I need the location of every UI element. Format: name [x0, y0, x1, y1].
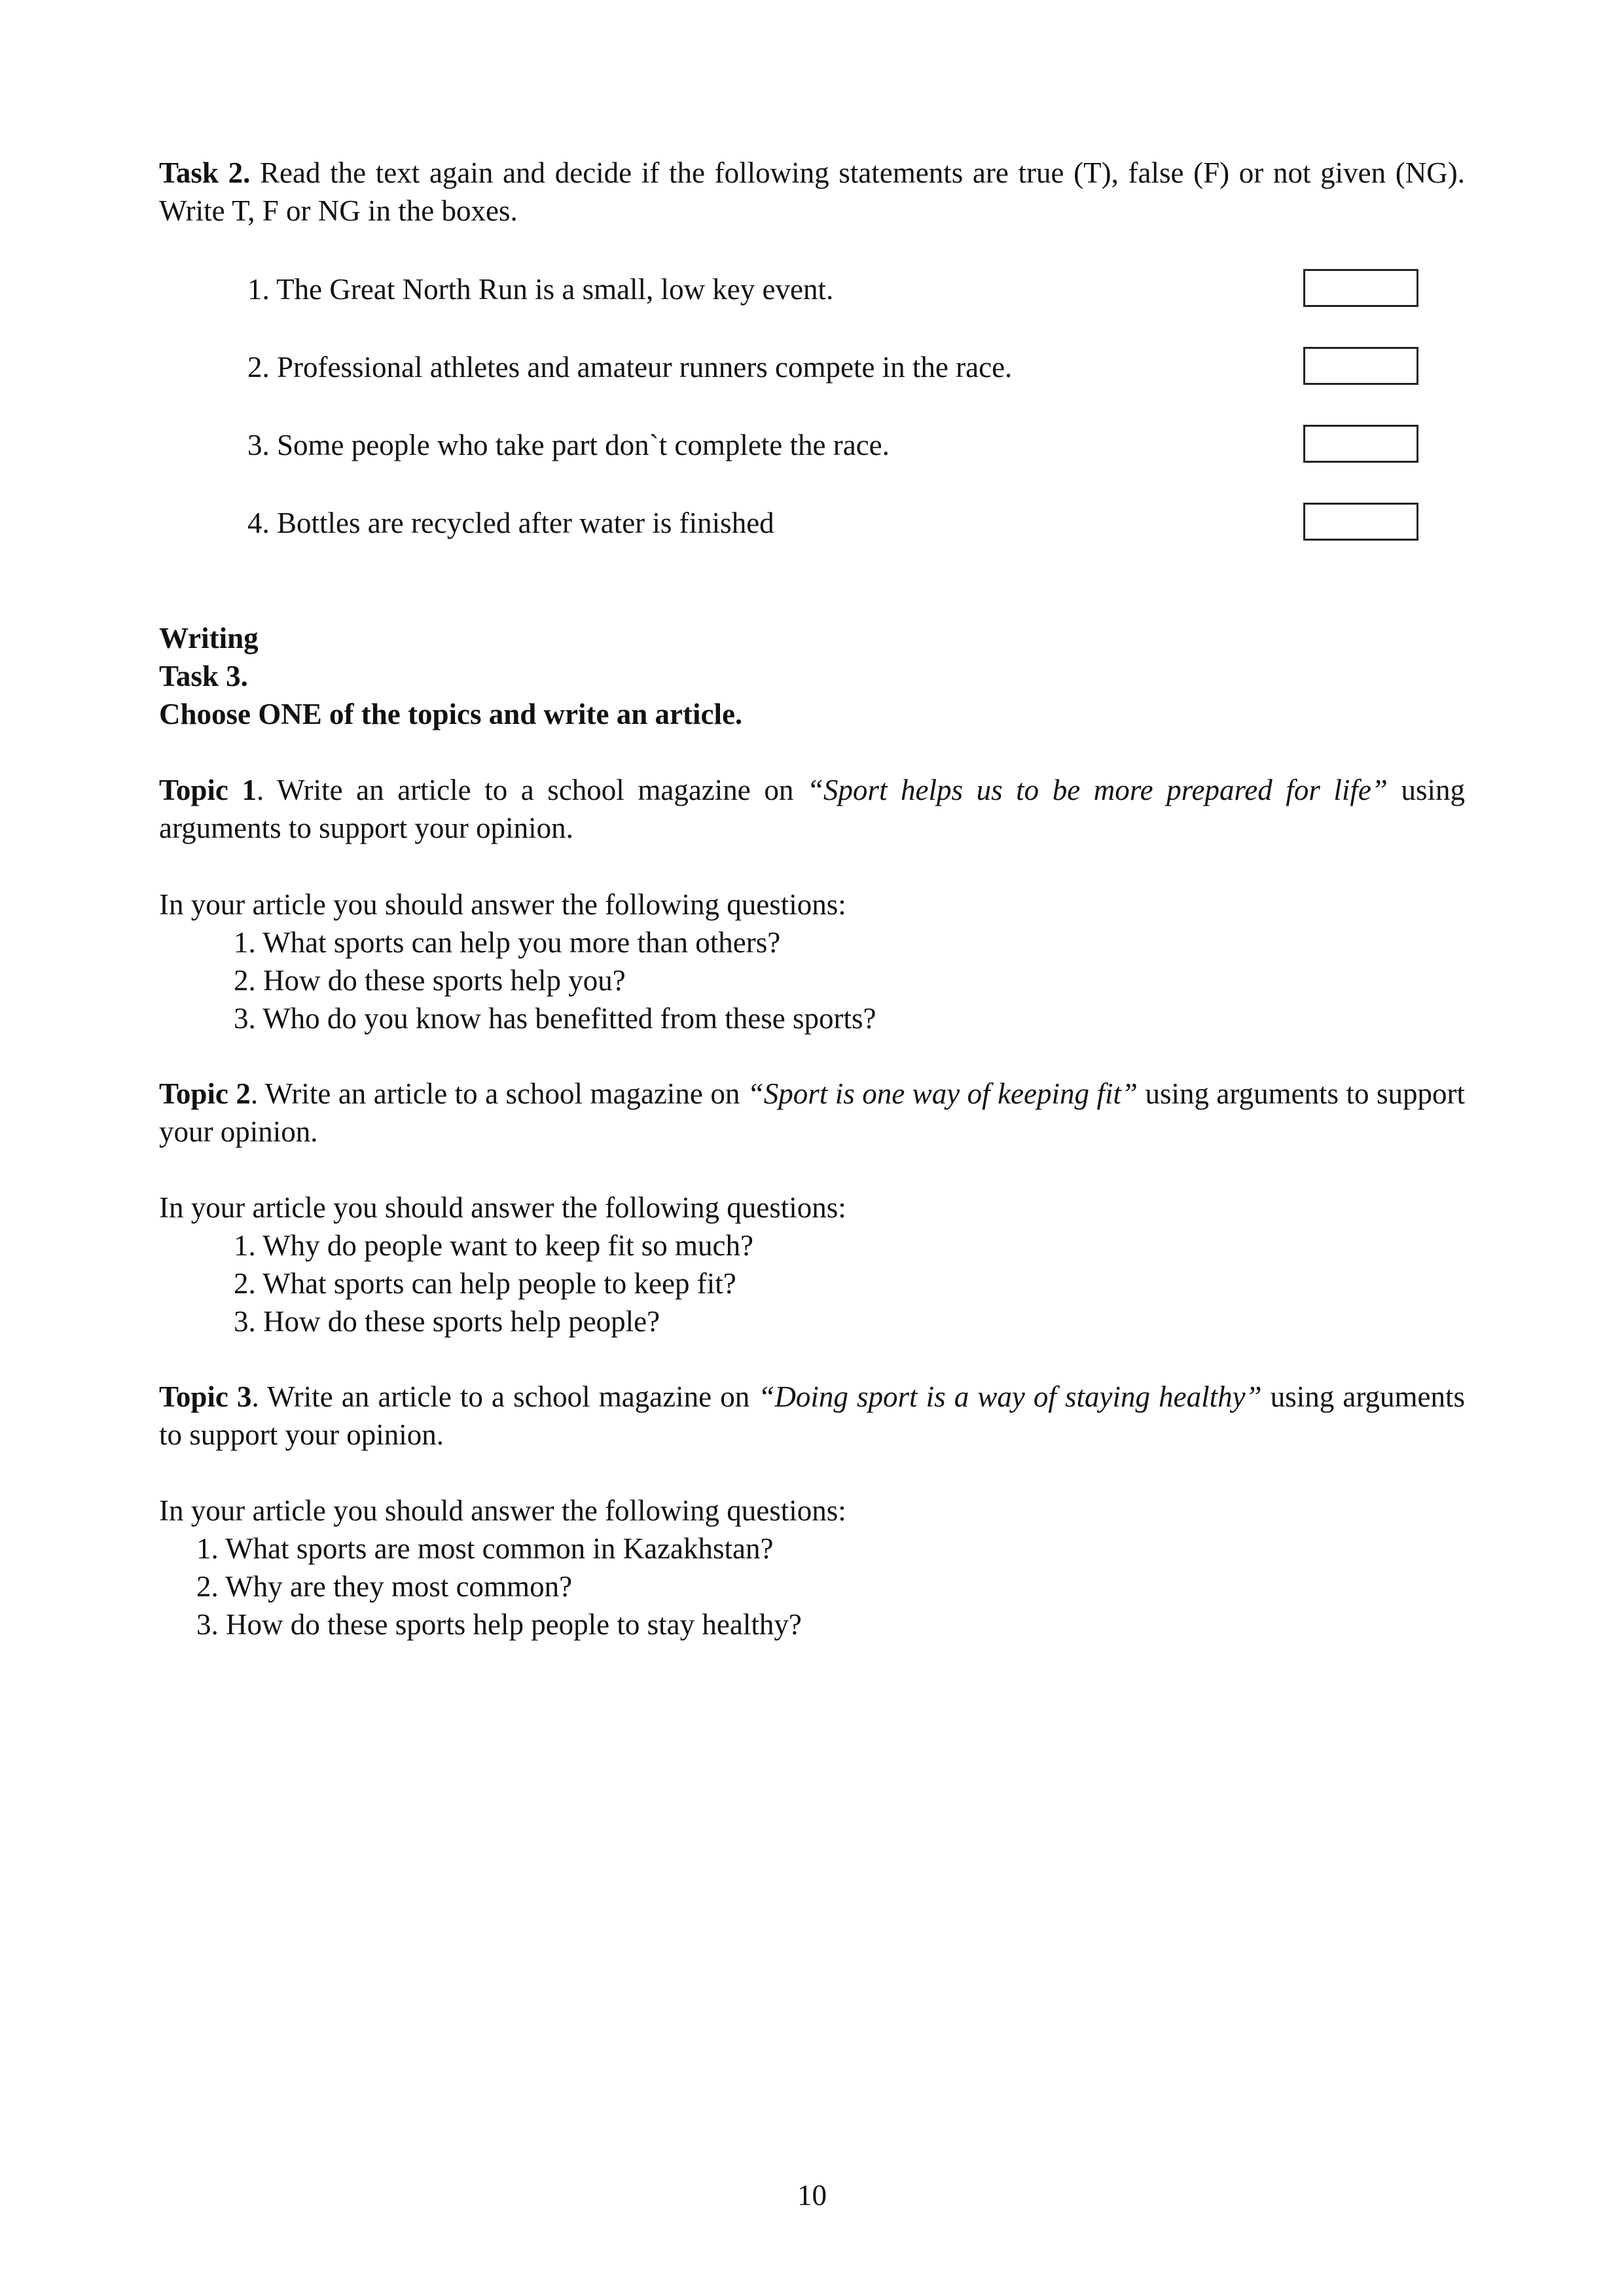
topic-2-prefix: . Write an article to a school magazine on [250, 1077, 748, 1110]
statement-text-4: 4. Bottles are recycled after water is finished [247, 507, 774, 539]
answer-box-1[interactable] [1303, 269, 1418, 307]
topic-2-question-2: 2. What sports can help people to keep fit? [234, 1267, 736, 1300]
statement-row-1 [247, 269, 1426, 310]
topic-2-questions [234, 1227, 753, 1340]
topic-2-questions-intro: In your article you should answer the following questions: [159, 1191, 846, 1224]
answer-box-3[interactable] [1303, 425, 1418, 463]
topic-3-question-1: 1. What sports are most common in Kazakhstan? [196, 1532, 774, 1565]
topic-3-question-3: 3. How do these sports help people to stay healthy? [196, 1608, 802, 1641]
topic-2-description [159, 1075, 1465, 1151]
statement-text-2: 2. Professional athletes and amateur runners compete in the race. [247, 351, 1013, 384]
topic-1-prefix: . Write an article to a school magazine on [256, 774, 807, 806]
task3-label: Task 3. [159, 660, 248, 692]
topic-1-label: Topic 1 [159, 774, 257, 806]
topic-1-question-2: 2. How do these sports help you? [234, 964, 626, 997]
topic-1-questions-intro: In your article you should answer the following questions: [159, 888, 846, 921]
task2-instruction [159, 154, 1465, 230]
topic-3-question-2: 2. Why are they most common? [196, 1570, 573, 1603]
answer-box-4[interactable] [1303, 503, 1418, 541]
writing-section-title: Writing [159, 622, 259, 655]
topic-3-questions-intro: In your article you should answer the following questions: [159, 1494, 846, 1527]
task3-instruction: Choose ONE of the topics and write an article. [159, 698, 743, 730]
topic-3-prefix: . Write an article to a school magazine on [251, 1380, 759, 1413]
topic-3-description [159, 1378, 1465, 1454]
statement-row-4 [247, 503, 1426, 543]
topic-3-questions [196, 1530, 802, 1643]
topic-2-quote: “Sport is one way of keeping fit” [747, 1077, 1138, 1110]
topic-1-quote: “Sport helps us to be more prepared for life” [806, 774, 1388, 806]
topic-3-suffix: using arguments to support your opinion. [159, 1380, 1465, 1451]
topic-1-question-3: 3. Who do you know has benefitted from these sports? [234, 1002, 876, 1035]
topic-1-description [159, 771, 1465, 847]
task2-label: Task 2. [159, 156, 251, 189]
page-number: 10 [797, 2179, 827, 2212]
topic-3-quote: “Doing sport is a way of staying healthy” [758, 1380, 1262, 1413]
topic-2-question-1: 1. Why do people want to keep fit so much? [234, 1229, 753, 1262]
task2-instruction-text: Read the text again and decide if the following statements are true (T), false (F) or not given (NG). Write T, F or NG in the boxes. [159, 156, 1466, 227]
writing-heading [159, 619, 1465, 733]
topic-1-question-1: 1. What sports can help you more than others? [234, 926, 781, 959]
statement-text-1: 1. The Great North Run is a small, low key event. [247, 273, 834, 306]
topic-1-questions [234, 924, 876, 1037]
statement-text-3: 3. Some people who take part don`t complete the race. [247, 429, 890, 461]
topic-2-label: Topic 2 [159, 1077, 251, 1110]
topic-1-suffix: using arguments to support your opinion. [159, 774, 1466, 844]
topic-3-label: Topic 3 [159, 1380, 252, 1413]
answer-box-2[interactable] [1303, 347, 1418, 385]
statement-row-2 [247, 347, 1426, 387]
topic-2-suffix: using arguments to support your opinion. [159, 1077, 1465, 1148]
topic-2-question-3: 3. How do these sports help people? [234, 1305, 660, 1338]
statement-row-3 [247, 425, 1426, 465]
